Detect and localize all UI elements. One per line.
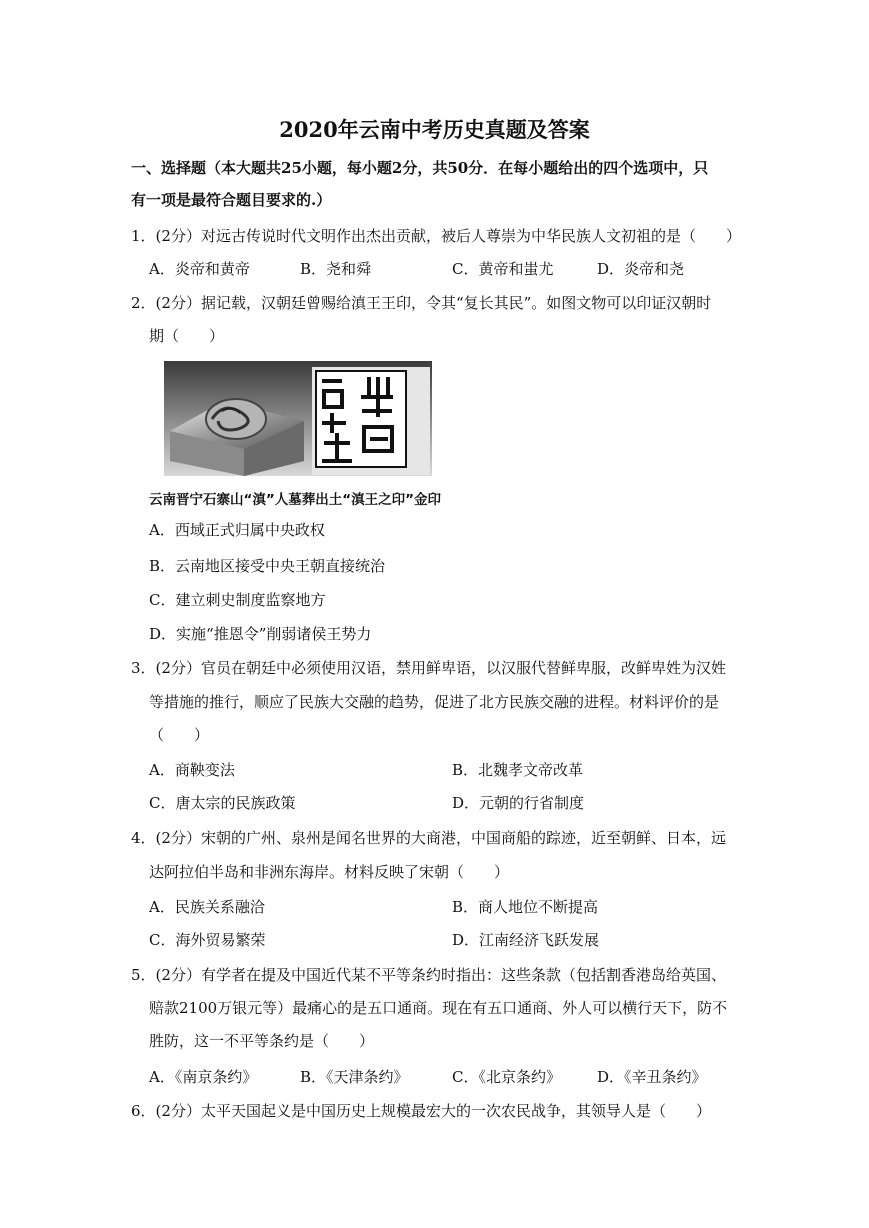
question-2-stem-line-2: 期（ ） — [149, 327, 225, 345]
question-1-option-a: A．炎帝和黄帝 — [149, 260, 250, 278]
seal-photo — [164, 361, 432, 476]
question-2-option-d: D．实施“推恩令”削弱诸侯王势力 — [149, 625, 372, 643]
question-1-option-d: D．炎帝和尧 — [597, 260, 685, 278]
question-5-stem-line-3: 胜防，这一不平等条约是（ ） — [149, 1032, 375, 1050]
section-heading-line-2: 有一项是最符合题目要求的.） — [131, 191, 332, 209]
question-3-option-d: D．元朝的行省制度 — [452, 794, 585, 812]
question-2-stem-line-1: 2．(2分）据记载，汉朝廷曾赐给滇王王印，令其“复长其民”。如图文物可以印证汉朝时 — [131, 294, 712, 312]
question-2-option-c: C．建立刺史制度监察地方 — [149, 591, 326, 609]
question-5-option-d: D．《辛丑条约》 — [597, 1068, 707, 1086]
question-2-option-a: A．西域正式归属中央政权 — [149, 521, 325, 539]
question-3-stem-line-3: （ ） — [149, 726, 210, 744]
question-5-stem-line-1: 5．(2分）有学者在提及中国近代某不平等条约时指出：这些条款（包括割香港岛给英国、 — [131, 966, 726, 984]
question-3-stem-line-1: 3．(2分）官员在朝廷中必须使用汉语，禁用鲜卑语，以汉服代替鲜卑服，改鲜卑姓为汉姓 — [131, 659, 726, 677]
question-1-option-b: B．尧和舜 — [300, 260, 372, 278]
seal-illustration — [164, 361, 432, 476]
question-5-option-b: B．《天津条约》 — [300, 1068, 409, 1086]
question-4-option-a: A．民族关系融洽 — [149, 898, 265, 916]
question-4-option-d: D．江南经济飞跃发展 — [452, 931, 600, 949]
question-3-option-a: A．商鞅变法 — [149, 761, 235, 779]
question-4-stem-line-1: 4．(2分）宋朝的广州、泉州是闻名世界的大商港，中国商船的踪迹，近至朝鲜、日本，远 — [131, 829, 726, 847]
question-4-stem-line-2: 达阿拉伯半岛和非洲东海岸。材料反映了宋朝（ ） — [149, 863, 510, 881]
question-3-option-b: B．北魏孝文帝改革 — [452, 761, 584, 779]
question-1-stem: 1．(2分）对远古传说时代文明作出杰出贡献，被后人尊崇为中华民族人文初祖的是（ ） — [131, 227, 741, 245]
question-4-option-c: C．海外贸易繁荣 — [149, 931, 266, 949]
page-title: 2020年云南中考历史真题及答案 — [279, 117, 590, 142]
question-5-stem-line-2: 赔款2100万银元等）最痛心的是五口通商。现在有五口通商、外人可以横行天下，防不 — [149, 999, 728, 1017]
question-1-option-c: C．黄帝和蚩尤 — [452, 260, 554, 278]
question-6-stem: 6．(2分）太平天国起义是中国历史上规模最宏大的一次农民战争，其领导人是（ ） — [131, 1102, 711, 1120]
section-heading-line-1: 一、选择题（本大题共25小题，每小题2分，共50分．在每小题给出的四个选项中，只 — [131, 159, 709, 177]
question-3-option-c: C．唐太宗的民族政策 — [149, 794, 296, 812]
question-2-option-b: B．云南地区接受中央王朝直接统治 — [149, 557, 386, 575]
question-5-option-c: C．《北京条约》 — [452, 1068, 561, 1086]
question-3-stem-line-2: 等措施的推行，顺应了民族大交融的趋势，促进了北方民族交融的进程。材料评价的是 — [149, 693, 720, 711]
question-5-option-a: A．《南京条约》 — [149, 1068, 258, 1086]
question-4-option-b: B．商人地位不断提高 — [452, 898, 599, 916]
figure-caption: 云南晋宁石寨山“滇”人墓葬出土“滇王之印”金印 — [149, 492, 441, 508]
